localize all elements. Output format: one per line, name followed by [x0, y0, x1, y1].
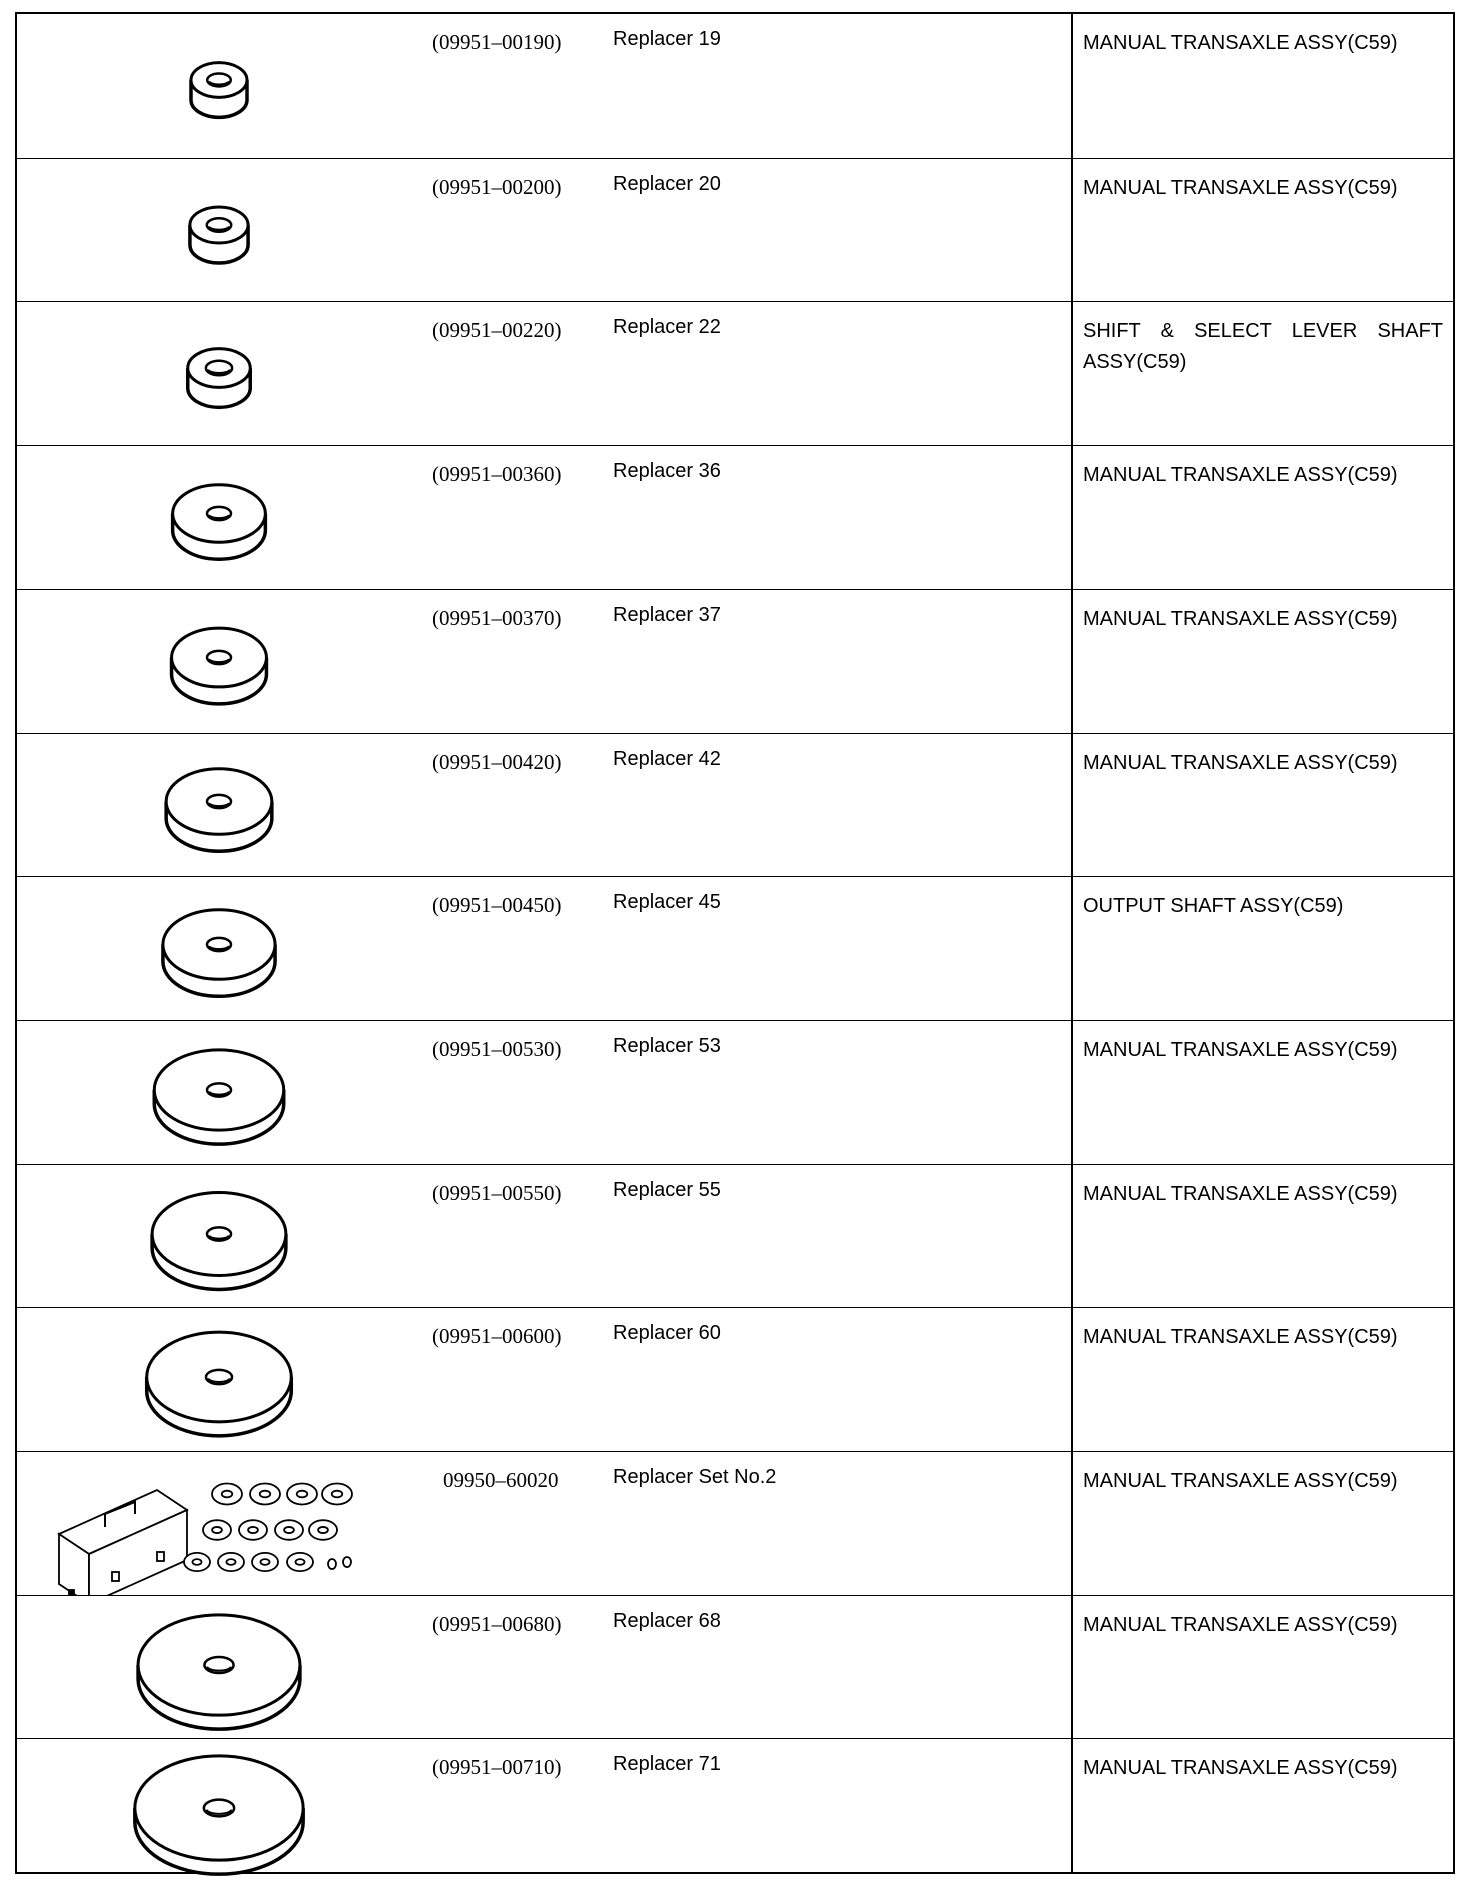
tool-name: Replacer 42: [613, 747, 721, 770]
tool-illustration: [17, 302, 427, 445]
tool-name: Replacer 60: [613, 1322, 721, 1345]
tool-illustration: [17, 1452, 427, 1595]
tool-name: Replacer 22: [613, 316, 721, 339]
table-row: [17, 158, 1453, 302]
tool-usage: MANUAL TRANSAXLE ASSY(C59): [1083, 607, 1398, 630]
table-row: [17, 445, 1453, 589]
replacer-ring-icon: [17, 302, 427, 445]
part-number: (09951–00550): [432, 1180, 562, 1205]
part-number: (09951–00710): [432, 1755, 562, 1780]
tool-name: Replacer 37: [613, 603, 721, 626]
tool-name: Replacer 55: [613, 1178, 721, 1201]
table-row: [17, 14, 1453, 158]
tool-name: Replacer 68: [613, 1609, 721, 1632]
tool-name: Replacer 71: [613, 1753, 721, 1776]
tool-name: Replacer 53: [613, 1034, 721, 1057]
tool-name: Replacer Set No.2: [613, 1466, 777, 1488]
table-row: [17, 301, 1453, 445]
tool-usage: MANUAL TRANSAXLE ASSY(C59): [1083, 1613, 1398, 1636]
replacer-ring-icon: [17, 14, 427, 157]
tool-usage: MANUAL TRANSAXLE ASSY(C59): [1083, 464, 1398, 487]
special-tool-table: [15, 12, 1455, 1874]
table-row: [17, 1020, 1453, 1164]
replacer-disc-icon: [17, 877, 427, 1020]
tool-usage: MANUAL TRANSAXLE ASSY(C59): [1083, 1470, 1398, 1492]
table-row: [17, 876, 1453, 1020]
table-row: [17, 1595, 1453, 1739]
tool-name: Replacer 36: [613, 460, 721, 483]
replacer-disc-icon: [17, 590, 427, 733]
tool-illustration: [17, 446, 427, 589]
tool-usage: MANUAL TRANSAXLE ASSY(C59): [1083, 1326, 1398, 1349]
tool-illustration: [17, 877, 427, 1020]
tool-name: Replacer 20: [613, 172, 721, 195]
part-number: (09951–00190): [432, 30, 562, 54]
tool-illustration: [17, 1308, 427, 1451]
tool-name: Replacer 19: [613, 28, 721, 50]
table-row: [17, 733, 1453, 877]
replacer-disc-icon: [17, 1021, 427, 1164]
tool-name: Replacer 45: [613, 891, 721, 914]
table-row: [17, 1738, 1453, 1882]
tool-usage: MANUAL TRANSAXLE ASSY(C59): [1083, 1038, 1398, 1061]
part-number: (09951–00370): [432, 605, 562, 630]
tool-illustration: [17, 1596, 427, 1739]
replacer-ring-icon: [17, 159, 427, 302]
tool-usage: MANUAL TRANSAXLE ASSY(C59): [1083, 176, 1398, 199]
tool-usage: MANUAL TRANSAXLE ASSY(C59): [1083, 1757, 1398, 1780]
part-number: (09951–00360): [432, 462, 562, 487]
replacer-set-case-icon: [17, 1452, 427, 1595]
tool-usage: OUTPUT SHAFT ASSY(C59): [1083, 895, 1344, 918]
table-row: [17, 1307, 1453, 1451]
tool-illustration: [17, 14, 427, 158]
part-number: (09951–00420): [432, 749, 562, 774]
part-number: 09950–60020: [443, 1468, 559, 1492]
replacer-disc-icon: [17, 1308, 427, 1451]
tool-illustration: [17, 1739, 427, 1882]
replacer-disc-icon: [17, 1165, 427, 1308]
part-number: (09951–00200): [432, 174, 562, 199]
tool-illustration: [17, 159, 427, 302]
tool-illustration: [17, 734, 427, 877]
tool-illustration: [17, 590, 427, 733]
part-number: (09951–00530): [432, 1036, 562, 1061]
part-number: (09951–00220): [432, 318, 562, 343]
table-row: [17, 1164, 1453, 1308]
part-number: (09951–00680): [432, 1611, 562, 1636]
replacer-disc-icon: [17, 734, 427, 877]
part-number: (09951–00600): [432, 1324, 562, 1349]
tool-usage: MANUAL TRANSAXLE ASSY(C59): [1083, 1182, 1398, 1205]
replacer-disc-icon: [17, 446, 427, 589]
replacer-disc-icon: [17, 1739, 427, 1882]
tool-illustration: [17, 1165, 427, 1308]
tool-usage: MANUAL TRANSAXLE ASSY(C59): [1083, 751, 1398, 774]
table-row: [17, 1451, 1453, 1595]
tool-usage: SHIFT & SELECT LEVER SHAFT ASSY(C59): [1083, 320, 1443, 374]
tool-illustration: [17, 1021, 427, 1164]
replacer-disc-icon: [17, 1596, 427, 1739]
table-row: [17, 589, 1453, 733]
part-number: (09951–00450): [432, 893, 562, 918]
tool-usage: MANUAL TRANSAXLE ASSY(C59): [1083, 32, 1398, 54]
